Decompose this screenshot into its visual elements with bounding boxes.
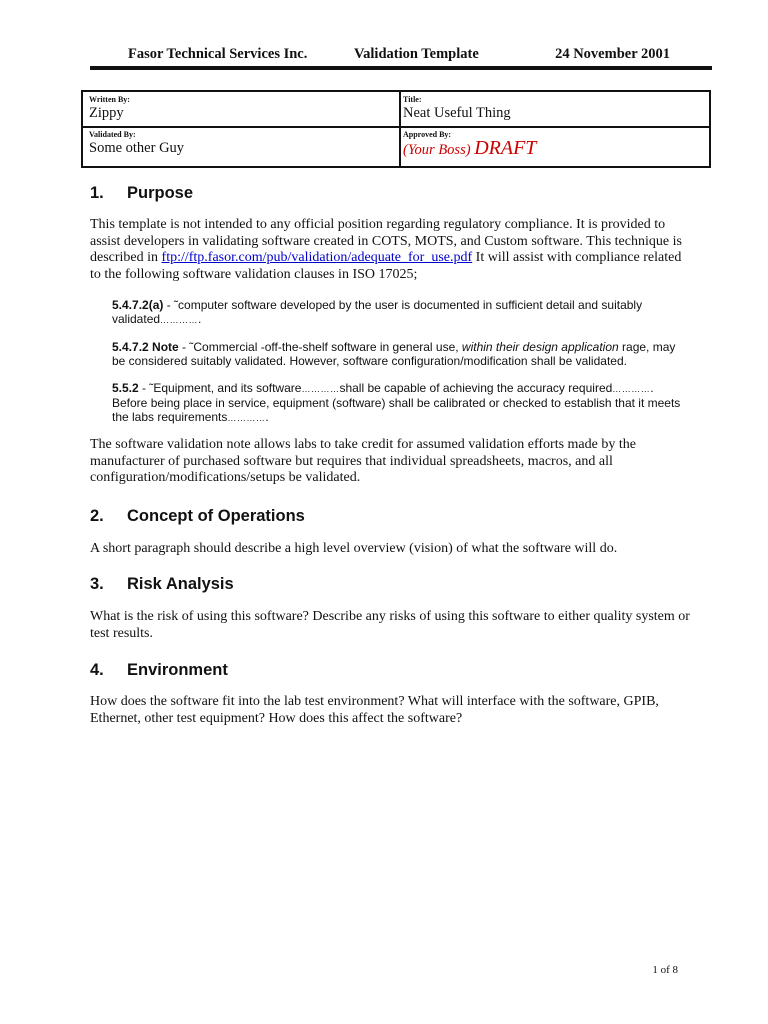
clause-5-4-7-2-note [112,340,687,368]
clause-text: - ˜Equipment, and its software [138,381,302,395]
clause-text: - ˜Commercial -off-the-shelf software in general use, [178,340,462,354]
ellipsis: ………… [612,384,651,394]
purpose-intro-paragraph [90,217,690,283]
clause-text: - ˜computer software developed by the user is documented in sufficient detail and suitably validated [112,298,643,326]
clause-emphasis: within their design application [461,340,619,354]
clause-text-final: . Before being place in service, equipment (software) shall be calibrated or checked to establish that it meets the labs requirements [112,381,681,424]
draft-status: DRAFT [474,137,537,159]
table-divider-vertical [399,92,401,166]
ellipsis: ………… [301,384,340,394]
intro-text-continued: It will assist with compliance related to the following software validation clauses in ISO 17025; [90,250,682,282]
approver-name: (Your Boss) [403,142,471,158]
written-by-label: Written By: [89,95,130,104]
section-3-heading [90,575,234,594]
section-number: 1. [90,184,104,202]
environment-paragraph: How does the software fit into the lab test environment? What will interface with the software, GPIB, Ethernet, other test equipment? How does this affect the software? [90,694,659,726]
validated-by-value: Some other Guy [89,140,185,156]
section-title: Purpose [127,184,194,202]
concept-paragraph: A short paragraph should describe a high level overview (vision) of what the software will do. [90,541,618,556]
validated-by-cell [89,130,184,157]
clause-tail: . [198,312,202,326]
validated-by-label: Validated By: [89,130,136,139]
clause-text-continued: shall be capable of achieving the accuracy required [339,381,613,395]
section-1-heading [90,184,193,203]
clause-ref: 5.4.7.2(a) [112,298,164,312]
table-divider-horizontal [83,126,709,128]
clause-text-continued: rage, may be considered suitably validated. However, software configuration/modification shall be validated. [112,340,676,368]
title-cell [403,95,511,122]
header-company: Fasor Technical Services Inc. [128,46,308,62]
signature-table [81,90,711,168]
section-title: Environment [127,661,228,679]
validation-pdf-link[interactable]: ftp://ftp.fasor.com/pub/validation/adequate_for_use.pdf [161,250,473,265]
clause-tail: . [265,410,269,424]
section-title: Concept of Operations [127,507,305,525]
ellipsis: ………… [227,413,266,423]
approved-by-cell [403,130,536,159]
header-date: 24 November 2001 [555,46,670,62]
section-title: Risk Analysis [127,575,234,593]
section-number: 4. [90,661,104,679]
section-2-heading [90,507,305,526]
written-by-value: Zippy [89,105,124,121]
page-number: 1 of 8 [652,964,678,976]
clause-5-5-2 [112,381,687,425]
section-number: 3. [90,575,104,593]
intro-text: This template is not intended to any official position regarding regulatory compliance. It is provided to assist developers in validating software created in COTS, MOTS, and Custom software. This technique is described in [90,217,682,265]
written-by-cell [89,95,130,122]
approved-by-value [403,139,536,159]
approved-by-label: Approved By: [403,130,452,139]
section-4-heading [90,661,228,680]
risk-paragraph: What is the risk of using this software? Describe any risks of using this software to either quality system or test results. [90,609,690,641]
clause-5-4-7-2a [112,298,687,327]
header-rule [90,66,712,70]
header-template: Validation Template [354,46,479,62]
title-value: Neat Useful Thing [403,105,511,121]
title-label: Title: [403,95,422,104]
clause-ref: 5.4.7.2 Note [112,340,179,354]
purpose-closing-paragraph: The software validation note allows labs to take credit for assumed validation efforts made by the manufacturer of purchased software but requires that individual spreadsheets, macros, and all configuration/modifications/setups be validated. [90,437,636,485]
ellipsis: ………… [160,315,199,325]
clause-ref: 5.5.2 [112,381,139,395]
section-number: 2. [90,507,104,525]
running-header [90,44,712,66]
